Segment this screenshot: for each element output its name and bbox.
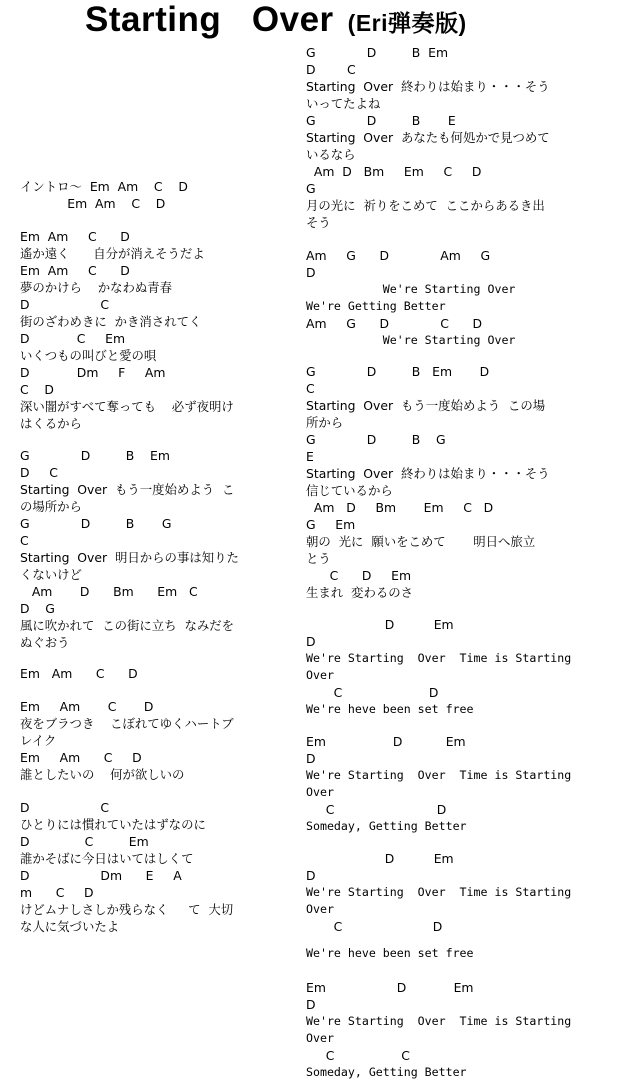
chord-line: C D: [20, 382, 54, 397]
lyric-line: Starting Over 終わりは始まり・・・そう: [306, 79, 550, 94]
lyric-line: いくつもの叫びと愛の唄: [20, 348, 157, 363]
lyric-line: はくるから: [20, 416, 82, 431]
lyric-line: Over: [306, 902, 334, 916]
chord-line: D Em: [306, 851, 454, 866]
lyric-line: ひとりには慣れていたはずなのに: [20, 817, 206, 832]
lyric-line: 誰かそばに今日はいてはしくて: [20, 851, 194, 866]
chord-line: Am D Bm Em C: [20, 584, 198, 599]
chord-line: D Dm E A: [20, 868, 182, 883]
lyric-line: イントロ〜 Em Am C D: [20, 179, 188, 194]
chord-line: D C: [20, 465, 58, 480]
chord-line: G D B Em: [306, 45, 449, 60]
song-title-main: Starting Over: [85, 0, 334, 39]
chord-line: G: [306, 181, 316, 196]
chord-line: G D B Em: [20, 448, 170, 463]
lyric-line: 風に吹かれて この街に立ち なみだを: [20, 618, 235, 633]
chord-line: Am D Bm Em C D: [306, 164, 482, 179]
lyric-line: We're Starting Over: [306, 282, 516, 296]
lyric-line: Starting Over あなたも何処かで見つめて: [306, 130, 550, 145]
chord-line: C: [20, 533, 29, 548]
lyric-line: 誰としたいの 何が欲しいの: [20, 767, 185, 782]
chord-line: C D: [306, 919, 443, 934]
lyric-line: Someday, Getting Better: [306, 1065, 467, 1079]
chord-line: Em Am C D: [20, 196, 166, 211]
song-subtitle: (Eri弾奏版): [347, 10, 467, 36]
chord-line: Am D Bm Em C D: [306, 500, 494, 515]
lyric-line: Someday, Getting Better: [306, 819, 467, 833]
lyric-line: 月の光に 祈りをこめて ここからあるき出: [306, 198, 545, 213]
lyric-line: Over: [306, 668, 334, 682]
chord-line: D: [306, 634, 316, 649]
lyric-line: We're heve been set free: [306, 702, 474, 716]
chord-line: E: [306, 449, 314, 464]
lyric-line: We're Starting Over Time is Starting: [306, 651, 572, 665]
chord-line: D C: [20, 800, 110, 815]
lyric-line: Over: [306, 1031, 334, 1045]
lyric-line: 朝の 光に 願いをこめて 明日へ旅立: [306, 534, 536, 549]
lyric-line: くないけど: [20, 567, 82, 582]
chord-line: Em Am C D: [20, 699, 154, 714]
lyric-line: 夢のかけら かなわぬ青春: [20, 280, 173, 295]
chord-line: Em D Em: [306, 980, 474, 995]
lyric-line: Starting Over もう一度始めよう この場: [306, 398, 546, 413]
lyric-line: 深い闇がすべて奪っても 必ず夜明け: [20, 399, 234, 414]
chord-line: D C Em: [20, 834, 149, 849]
song-title: [85, 0, 467, 43]
chord-line: D C: [20, 297, 110, 312]
chord-line: D: [306, 265, 316, 280]
chord-line: Am G D C D: [306, 316, 483, 331]
chord-line: D: [306, 751, 316, 766]
lyric-line: いってたよね: [306, 96, 381, 111]
chord-line: C C: [306, 1048, 410, 1063]
lyric-line: 夜をブラつき こぼれてゆくハートブ: [20, 716, 234, 731]
lyric-line: Starting Over 終わりは始まり・・・そう: [306, 466, 550, 481]
lyric-line: レイク: [20, 733, 57, 748]
lyric-line: けどムナしさしか残らなく て 大切: [20, 902, 234, 917]
lyric-line: な人に気づいたよ: [20, 919, 120, 934]
lyric-line: とう: [306, 551, 331, 566]
chord-line: C D: [306, 802, 447, 817]
chord-line: G D B G: [306, 432, 446, 447]
chord-line: D Em: [306, 617, 454, 632]
chord-line: D: [306, 997, 316, 1012]
chord-line: Em Am C D: [20, 229, 130, 244]
chord-line: G D B E: [306, 113, 456, 128]
lyric-line: We're Starting Over Time is Starting: [306, 1014, 572, 1028]
chord-line: C: [306, 381, 315, 396]
lyric-line: 街のざわめきに かき消されてく: [20, 314, 202, 329]
chord-line: Em D Em: [306, 734, 466, 749]
chord-line: G D B Em D: [306, 364, 490, 379]
lyric-line: 生まれ 変わるのさ: [306, 585, 414, 600]
chord-line: G Em: [306, 517, 356, 532]
lyric-line: Over: [306, 785, 334, 799]
chord-line: D C Em: [20, 331, 126, 346]
lyric-line: いるなら: [306, 147, 356, 162]
lyric-line: Starting Over 明日からの事は知りた: [20, 550, 239, 565]
lyric-line: 信じているから: [306, 483, 393, 498]
lyric-line: 遙か遠く 自分が消えそうだよ: [20, 246, 205, 261]
chord-line: D G: [20, 601, 55, 616]
lyric-line: Starting Over もう一度始めよう こ: [20, 482, 235, 497]
lyric-line: We're Starting Over Time is Starting: [306, 885, 572, 899]
lyric-line: We're Starting Over: [306, 333, 516, 347]
chord-line: G D B G: [20, 516, 172, 531]
chord-line: m C D: [20, 885, 94, 900]
lyric-line: ぬぐおう: [20, 635, 70, 650]
lyric-line: We're Getting Better: [306, 299, 446, 313]
lyric-line: そう: [306, 215, 331, 230]
chord-line: Em Am C D: [20, 750, 142, 765]
chord-line: D: [306, 868, 316, 883]
lyric-line: We're Starting Over Time is Starting: [306, 768, 572, 782]
lyric-line: We're heve been set free: [306, 946, 474, 960]
lyric-line: の場所から: [20, 499, 82, 514]
chord-line: Em Am C D: [20, 666, 138, 681]
chord-line: Am G D Am G: [306, 248, 491, 263]
chord-line: Em Am C D: [20, 263, 130, 278]
chord-line: D Dm F Am: [20, 365, 166, 380]
chord-line: D C: [306, 62, 356, 77]
lyric-line: 所から: [306, 415, 344, 430]
chord-line: C D: [306, 685, 439, 700]
chord-line: C D Em: [306, 568, 412, 583]
